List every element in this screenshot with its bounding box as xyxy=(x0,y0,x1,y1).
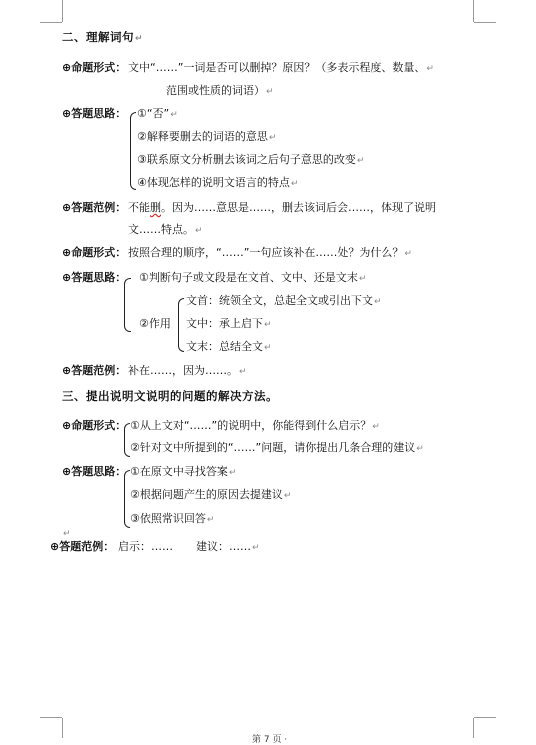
mingti1-label: ⊕命题形式： xyxy=(62,61,127,74)
dati3-item-1: ①在原文中寻找答案↵ xyxy=(130,465,237,478)
fanli2-label: ⊕答题范例： xyxy=(62,364,127,377)
dati2-inner-brace xyxy=(178,298,184,352)
mingti3-item-2: ②针对文中所提到的“……”问题，请你提出几条合理的建议↵ xyxy=(130,441,424,454)
mingti1-line2: 范围或性质的词语）↵ xyxy=(166,84,274,97)
mingti3-label: ⊕命题形式： xyxy=(62,419,127,432)
crop-mark-bottom-left-h xyxy=(40,717,62,718)
mingti3-item-1: ①从上文对“……”的说明中，你能得到什么启示？↵ xyxy=(130,419,380,432)
dati1-label: ⊕答题思路： xyxy=(62,107,127,120)
crop-mark-bottom-right-h xyxy=(474,717,496,718)
fanli1-line1: 不能删。因为……意思是……，删去该词后会……，体现了说明 xyxy=(128,201,436,214)
crop-mark-top-right-h xyxy=(474,22,496,23)
fanli3-jianyi: 建议：……↵ xyxy=(196,540,260,553)
dati2-label: ⊕答题思路： xyxy=(62,271,127,284)
dati2-item-1: ①判断句子或文段是在文首、文中、还是文末↵ xyxy=(139,271,367,284)
dati2-outer-brace xyxy=(124,278,131,332)
fanli2-text: 补在……，因为……。↵ xyxy=(128,364,247,377)
mingti2-label: ⊕命题形式： xyxy=(62,246,127,259)
dati1-item-4: ④体现怎样的说明文语言的特点↵ xyxy=(137,176,299,189)
dati3-item-2: ②根据问题产生的原因去提建议↵ xyxy=(130,488,292,501)
dati3-item-3: ③依照常识回答↵ xyxy=(130,512,215,525)
crop-mark-top-right-v xyxy=(473,0,474,22)
dati1-item-3: ③联系原文分析删去该词之后句子意思的改变↵ xyxy=(137,153,365,166)
dati2-sub-2: 文中：承上启下↵ xyxy=(186,317,272,330)
dati2-sub-1: 文首：统领全文，总起全文或引出下文↵ xyxy=(186,294,382,307)
dati1-item-1: ①“否”↵ xyxy=(137,107,178,120)
fanli3-label: ⊕答题范例： xyxy=(50,540,115,553)
fanli1-label: ⊕答题范例： xyxy=(62,201,127,214)
dati1-brace xyxy=(130,112,136,190)
crop-mark-top-left-v xyxy=(62,0,63,22)
mingti2-text: 按照合理的顺序，“……”一句应该补在……处？为什么？↵ xyxy=(128,246,412,259)
mingti1-line1: 文中“……”一词是否可以删掉？原因？（多表示程度、数量、↵ xyxy=(128,61,434,74)
dati2-sub-3: 文末：总结全文↵ xyxy=(186,340,272,353)
section2-heading: 二、理解词句↵ xyxy=(62,30,144,44)
crop-mark-top-left-h xyxy=(40,22,62,23)
crop-mark-bottom-left-v xyxy=(62,718,63,738)
page-number: 第 7 页 · xyxy=(252,735,288,745)
fanli1-line2: 文……特点。↵ xyxy=(128,223,203,236)
dati1-item-2: ②解释要删去的词语的意思↵ xyxy=(137,130,277,143)
section3-heading: 三、提出说明文说明的问题的解决方法。 xyxy=(62,389,278,403)
spellcheck-mark: 删 xyxy=(150,201,161,214)
dati2-item-2: ②作用 xyxy=(139,317,171,330)
crop-mark-bottom-right-v xyxy=(473,718,474,738)
fanli3-qishi: 启示：…… xyxy=(118,540,173,553)
dati3-label: ⊕答题思路： xyxy=(62,465,127,478)
empty-paragraph-mark: ↵ xyxy=(63,529,71,539)
